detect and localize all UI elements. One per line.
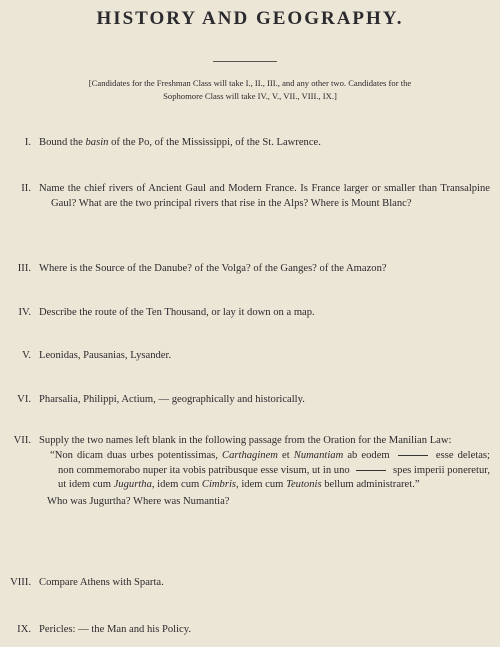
question-number: VII. xyxy=(13,435,31,446)
instructions-note xyxy=(28,77,472,103)
question-text: Where is the Source of the Danube? of the Volga? of the Ganges? of the Amazon? xyxy=(39,263,387,274)
question-text: Describe the route of the Ten Thousand, or lay it down on a map. xyxy=(39,307,315,318)
question-text: Pharsalia, Philippi, Actium, — geographically and historically. xyxy=(39,394,305,405)
question-text: Leonidas, Pausanias, Lysander. xyxy=(39,350,172,361)
note-line-1: [Candidates for the Freshman Class will take I., II., III., and any other two. Candidates for the xyxy=(88,78,412,88)
question-text: Pericles: — the Man and his Policy. xyxy=(39,624,192,635)
question-number: IV. xyxy=(18,307,31,318)
question-text: Name the chief rivers of Ancient Gaul and Modern France. Is France larger or smaller than Transalpine Gaul? What are the two principal rivers that rise in the Alps? Where is Mount Blanc? xyxy=(39,183,490,209)
question-number: VI. xyxy=(17,394,31,405)
sub-question: Who was Jugurtha? Where was Numantia? xyxy=(47,496,230,508)
title-rule xyxy=(213,61,277,62)
page-title: HISTORY AND GEOGRAPHY. xyxy=(96,8,404,29)
question-number: I. xyxy=(24,137,31,148)
question-number: IX. xyxy=(17,624,31,635)
question-number: V. xyxy=(22,350,31,361)
question-number: II. xyxy=(21,183,31,194)
question-text-block xyxy=(39,434,490,510)
latin-quote: “Non dicam duas urbes potentissimas, Carthaginem et Numantiam ab eodem esse deletas; non commemorabo nuper ita vobis patribusque esse visum, ut in uno spes imperii poneretur, ut idem cum Jugurtha, idem cum Cimbris, idem cum Teutonis bellum administraret.” xyxy=(50,449,490,491)
question-text: Bound the basin of the Po, of the Mississippi, of the St. Lawrence. xyxy=(39,137,321,148)
blank-line xyxy=(356,470,386,471)
emphasis-basin: basin xyxy=(85,137,109,148)
question-text: Compare Athens with Sparta. xyxy=(39,577,164,588)
blank-line xyxy=(398,455,428,456)
question-text: Supply the two names left blank in the following passage from the Oration for the Manilian Law: xyxy=(39,435,452,446)
note-line-2: Sophomore Class will take IV., V., VII., VIII., IX.] xyxy=(163,91,337,101)
question-number: VIII. xyxy=(10,577,31,588)
question-number: III. xyxy=(17,263,31,274)
